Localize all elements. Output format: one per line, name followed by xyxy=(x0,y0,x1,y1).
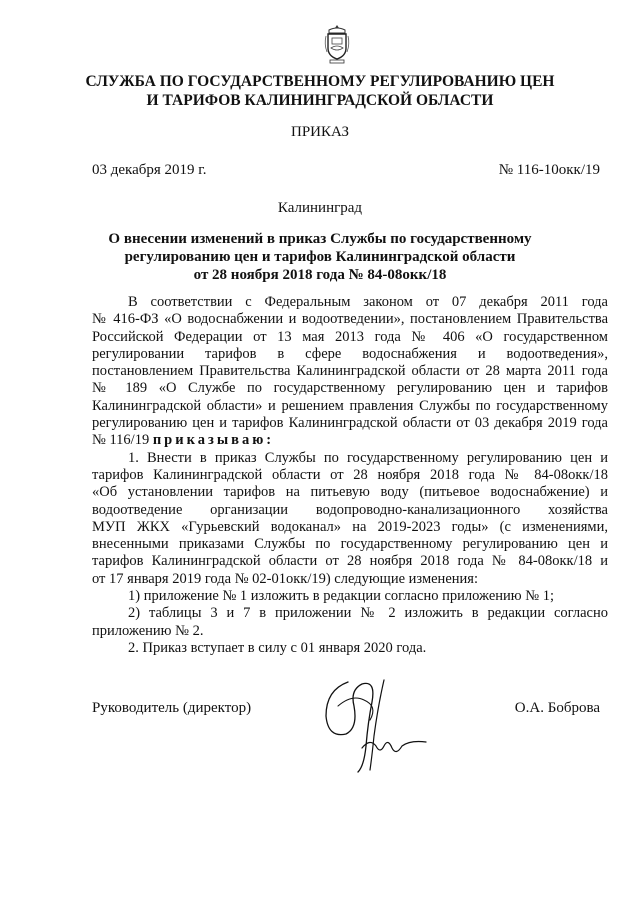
body-line: тарифов Калининградской области от 28 ноября 2018 года № 84-08окк/18 xyxy=(92,466,608,483)
body-line: В соответствии с Федеральным законом от 07 декабря 2011 года xyxy=(128,294,608,310)
document-subject xyxy=(100,230,540,284)
subject-line-2: регулированию цен и тарифов Калининградской области xyxy=(124,249,516,265)
document-type: ПРИКАЗ xyxy=(291,124,349,140)
agency-name xyxy=(60,72,580,110)
body-line: приложению № 2. xyxy=(92,622,204,639)
subject-line-1: О внесении изменений в приказ Службы по государственному xyxy=(108,231,532,247)
body-line: регулировании тарифов в сфере водоснабжения и водоотведения», xyxy=(92,345,608,362)
body-line: постановлением Правительства Калининградской области от 28 марта 2011 года xyxy=(92,363,608,380)
document-date: 03 декабря 2019 г. xyxy=(92,162,207,178)
subject-line-3: от 28 ноября 2018 года № 84-08окк/18 xyxy=(193,267,447,283)
body-line: водоотведение организации водопроводно-канализационного хозяйства xyxy=(92,501,608,518)
body-line: «Об установлении тарифов на питьевую воду (питьевое водоснабжение) и xyxy=(92,484,608,501)
body-line: Калининградской области» и решением правления Службы по государственному xyxy=(92,397,608,414)
agency-name-line-1: СЛУЖБА ПО ГОСУДАРСТВЕННОМУ РЕГУЛИРОВАНИЮ ЦЕН xyxy=(85,73,555,90)
coat-of-arms-emblem-icon xyxy=(323,24,351,64)
body-line: тарифов Калининградской области от 28 ноября 2018 года № 84-08окк/18 и xyxy=(92,553,608,570)
document-city: Калининград xyxy=(277,200,363,216)
document-body xyxy=(92,294,608,657)
body-line: 1. Внести в приказ Службы по государственному регулированию цен и xyxy=(128,449,608,466)
body-line: 2. Приказ вступает в силу с 01 января 2020 года. xyxy=(128,639,427,656)
agency-name-line-2: И ТАРИФОВ КАЛИНИНГРАДСКОЙ ОБЛАСТИ xyxy=(146,92,494,109)
body-line: от 17 января 2019 года № 02-01окк/19) следующие изменения: xyxy=(92,570,478,587)
body-line: внесенными приказами Службы по государственному регулированию цен и xyxy=(92,536,608,553)
body-line: № 416-ФЗ «О водоснабжении и водоотведении», постановлением Правительства xyxy=(92,311,608,328)
body-line: 2) таблицы 3 и 7 в приложении № 2 изложить в редакции согласно xyxy=(128,605,608,622)
signatory-name: О.А. Боброва xyxy=(514,700,600,716)
signatory-title: Руководитель (директор) xyxy=(92,700,252,716)
body-line: Российской Федерации от 13 мая 2013 года № 406 «О государственном xyxy=(92,328,608,345)
body-line: № 189 «О Службе по государственному регулированию цен и тарифов xyxy=(92,380,608,397)
order-word: приказываю: xyxy=(152,432,275,449)
handwritten-signature-icon xyxy=(318,676,428,776)
body-line: регулированию цен и тарифов Калининградской области от 03 декабря 2019 года xyxy=(92,415,608,432)
order-reference: № 116/19 xyxy=(92,432,150,449)
body-line-order xyxy=(92,432,608,449)
body-line: МУП ЖКХ «Гурьевский водоканал» на 2019-2023 годы» (с изменениями, xyxy=(92,518,608,535)
body-line: 1) приложение № 1 изложить в редакции согласно приложению № 1; xyxy=(128,588,554,605)
document-number: № 116-10окк/19 xyxy=(498,162,600,178)
